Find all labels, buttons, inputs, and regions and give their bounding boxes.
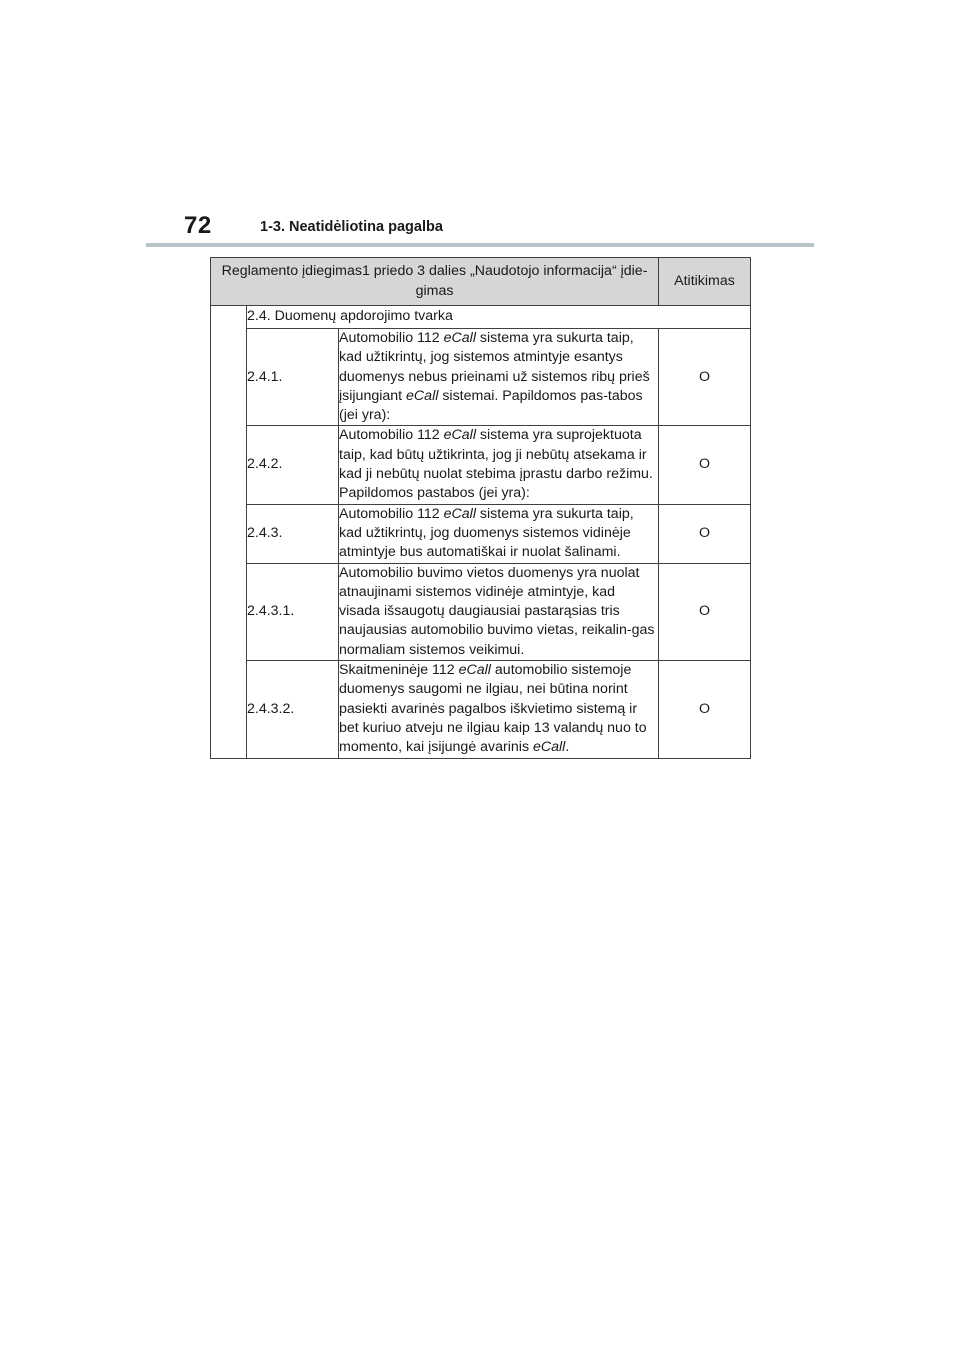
text-fragment: sistemai. Papildomos pas-tabos (jei yra):: [339, 387, 643, 424]
text-fragment: Automobilio 112: [339, 330, 444, 346]
text-fragment: sistema yra sukurta taip, kad užtikrintų, jog duomenys sistemos vidinėje atmintyje bus automatiškai ir nuolat šalinami.: [339, 505, 634, 561]
text-fragment: sistema yra suprojektuota taip, kad būtų užtikrinta, jog ji nebūtų atsekama ir kad ji nebūtų nuolat stebima įprastu darbo režimu. Papildomos pastabos (jei yra):: [339, 427, 653, 502]
row-requirement-text: [339, 504, 659, 563]
row-number: 2.4.3.: [247, 504, 339, 563]
row-number: 2.4.3.2.: [247, 661, 339, 758]
ecall-term: eCall: [406, 387, 439, 404]
row-compliance: O: [659, 661, 751, 758]
requirements-table: [210, 257, 751, 759]
table-body: [211, 306, 751, 759]
text-fragment: Automobilio buvimo vietos duomenys yra nuolat atnaujinami sistemos vidinėje atmintyje, kad visada išsaugotų daugiausiai pastarąsias tris naujausias automobilio buvimo vietas, reikalin-gas normaliam sistemos veikimui.: [339, 564, 655, 658]
row-compliance: O: [659, 329, 751, 426]
row-number: 2.4.1.: [247, 329, 339, 426]
column-header-compliance: Atitikimas: [659, 258, 751, 306]
row-number: 2.4.3.1.: [247, 563, 339, 660]
ecall-term: eCall: [458, 662, 491, 679]
column-header-requirement: Reglamento įdiegimas1 priedo 3 dalies „Naudotojo informacija“ įdie-gimas: [211, 258, 659, 306]
row-compliance: O: [659, 563, 751, 660]
ecall-term: eCall: [532, 739, 566, 756]
row-compliance: O: [659, 504, 751, 563]
ecall-term: eCall: [443, 427, 476, 444]
row-requirement-text: [339, 563, 659, 660]
text-fragment: Automobilio 112: [339, 505, 444, 522]
row-requirement-text: [339, 329, 659, 426]
empty-indent-cell: [211, 306, 247, 759]
row-number: 2.4.2.: [247, 426, 339, 504]
section-heading-row: [211, 306, 751, 329]
table-row: [211, 329, 751, 426]
text-fragment: .: [565, 739, 570, 756]
table-row: [211, 504, 751, 563]
row-requirement-text: [339, 661, 659, 758]
text-fragment: Skaitmeninėje 112: [339, 662, 459, 679]
row-compliance: O: [659, 426, 751, 504]
text-fragment: automobilio sistemoje duomenys saugomi ne ilgiau, nei būtina norint pasiekti avarinės pagalbos iškvietimo sistemą ir bet kuriuo atveju ne ilgiau kaip 13 valandų nuo to momento, kai įsijungė avarinis: [339, 662, 647, 756]
page-number: 72: [184, 212, 212, 239]
text-fragment: Automobilio 112: [339, 427, 444, 444]
ecall-term: eCall: [443, 330, 476, 346]
table-row: [211, 426, 751, 504]
table-row: [211, 661, 751, 758]
section-title: 1-3. Neatidėliotina pagalba: [260, 219, 443, 235]
section-heading: 2.4. Duomenų apdorojimo tvarka: [247, 306, 751, 329]
text-fragment: sistema yra sukurta taip, kad užtikrintų, jog sistemos atmintyje esantys duomenys nebus prieinami už sistemos ribų prieš įsijungiant: [339, 330, 650, 404]
header-divider: [146, 243, 814, 247]
table-header-row: [211, 258, 751, 306]
row-requirement-text: [339, 426, 659, 504]
ecall-term: eCall: [443, 505, 476, 522]
table-row: [211, 563, 751, 660]
